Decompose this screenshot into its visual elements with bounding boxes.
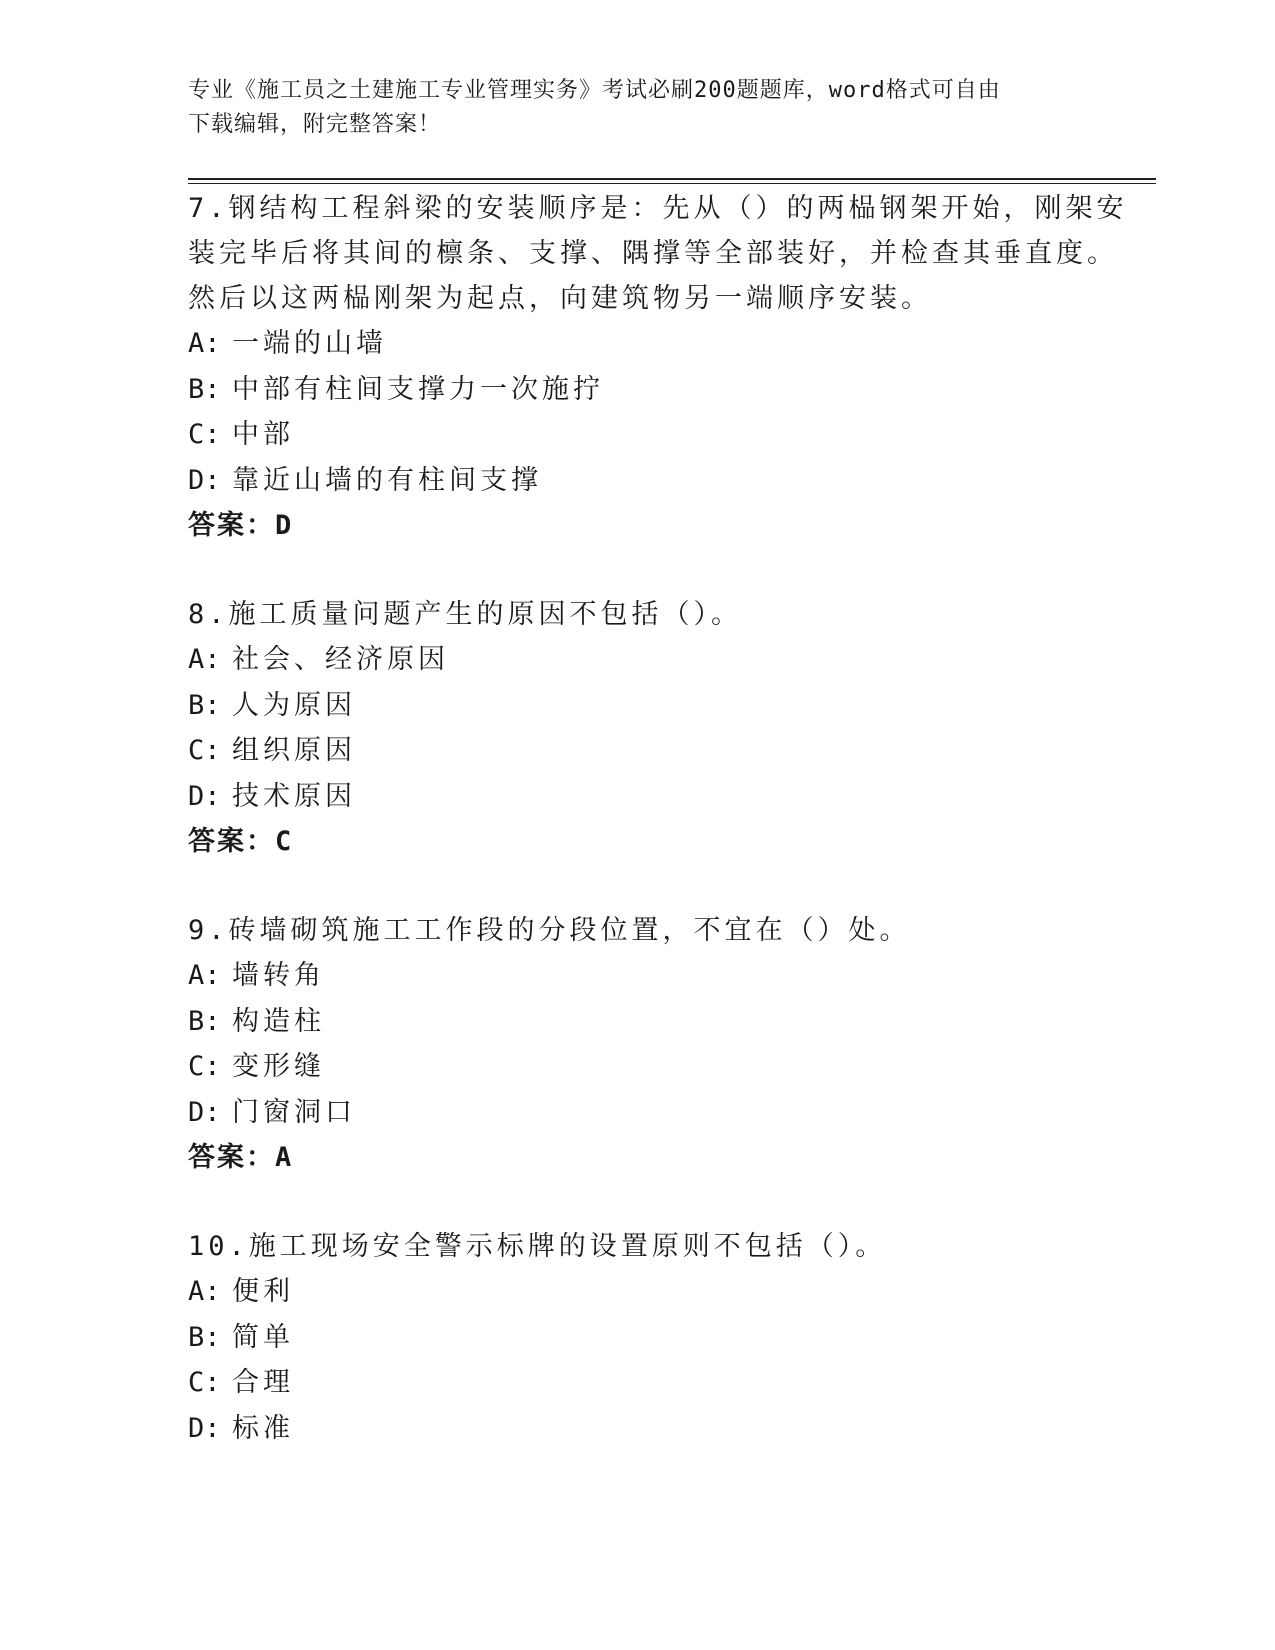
question-stem-line: 9.砖墙砌筑施工工作段的分段位置，不宜在（）处。 bbox=[188, 915, 911, 946]
option-c bbox=[188, 1360, 1068, 1406]
question-7 bbox=[188, 186, 1128, 548]
question-stem-line: 8.施工质量问题产生的原因不包括（）。 bbox=[188, 599, 743, 630]
option-text: 墙转角 bbox=[232, 960, 325, 991]
option-letter: A: bbox=[188, 644, 221, 675]
option-letter: B: bbox=[188, 689, 221, 721]
option-text: 构造柱 bbox=[232, 1005, 325, 1037]
option-text: 变形缝 bbox=[232, 1051, 325, 1082]
header-line-2: 下载编辑，附完整答案！ bbox=[188, 112, 442, 137]
option-letter: A: bbox=[188, 1276, 221, 1307]
option-text: 简单 bbox=[232, 1321, 294, 1353]
header-line-1: 专业《施工员之土建施工专业管理实务》考试必刷200题题库，word格式可自由 bbox=[188, 78, 1001, 103]
option-letter: C: bbox=[188, 1367, 221, 1398]
option-letter: B: bbox=[188, 1005, 221, 1037]
question-stem-line: 然后以这两榀刚架为起点，向建筑物另一端顺序安装。 bbox=[188, 283, 932, 314]
option-a bbox=[188, 953, 1068, 999]
answer-line: 答案：A bbox=[188, 1142, 294, 1173]
option-text: 人为原因 bbox=[232, 689, 356, 721]
option-text: 中部 bbox=[232, 419, 294, 450]
option-a bbox=[188, 321, 1068, 367]
answer-line: 答案：C bbox=[188, 826, 294, 857]
option-b bbox=[188, 1315, 1068, 1361]
option-letter: D: bbox=[188, 780, 221, 812]
option-letter: D: bbox=[188, 1096, 221, 1128]
option-a bbox=[188, 1269, 1068, 1315]
option-letter: C: bbox=[188, 419, 221, 450]
option-d bbox=[188, 458, 1068, 504]
option-d bbox=[188, 1406, 1068, 1452]
option-c bbox=[188, 728, 1068, 774]
option-d bbox=[188, 774, 1068, 820]
option-letter: C: bbox=[188, 735, 221, 766]
option-text: 靠近山墙的有柱间支撑 bbox=[232, 464, 542, 496]
option-text: 一端的山墙 bbox=[232, 328, 387, 359]
document-header bbox=[188, 74, 1068, 142]
option-text: 社会、经济原因 bbox=[232, 644, 449, 675]
option-letter: B: bbox=[188, 373, 221, 405]
option-letter: B: bbox=[188, 1321, 221, 1353]
option-text: 中部有柱间支撑力一次施拧 bbox=[232, 373, 604, 405]
option-c bbox=[188, 412, 1068, 458]
answer-line: 答案：D bbox=[188, 510, 294, 541]
option-letter: D: bbox=[188, 1412, 221, 1444]
option-letter: A: bbox=[188, 960, 221, 991]
option-letter: D: bbox=[188, 464, 221, 496]
option-a bbox=[188, 637, 1068, 683]
question-10 bbox=[188, 1224, 1068, 1451]
option-b bbox=[188, 999, 1068, 1045]
option-letter: A: bbox=[188, 328, 221, 359]
question-stem-line: 7.钢结构工程斜梁的安装顺序是：先从（）的两榀钢架开始，刚架安 bbox=[188, 193, 1128, 224]
option-text: 技术原因 bbox=[232, 780, 356, 812]
option-text: 便利 bbox=[232, 1276, 294, 1307]
option-letter: C: bbox=[188, 1051, 221, 1082]
option-text: 门窗洞口 bbox=[232, 1096, 356, 1128]
question-stem-line: 装完毕后将其间的檩条、支撑、隅撑等全部装好，并检查其垂直度。 bbox=[188, 238, 1118, 269]
question-stem-line: 10.施工现场安全警示标牌的设置原则不包括（）。 bbox=[188, 1231, 887, 1262]
question-9 bbox=[188, 908, 1068, 1180]
option-c bbox=[188, 1044, 1068, 1090]
header-divider bbox=[188, 178, 1156, 184]
option-b bbox=[188, 367, 1068, 413]
option-d bbox=[188, 1090, 1068, 1136]
option-text: 组织原因 bbox=[232, 735, 356, 766]
option-b bbox=[188, 683, 1068, 729]
option-text: 标准 bbox=[232, 1412, 294, 1444]
option-text: 合理 bbox=[232, 1367, 294, 1398]
question-8 bbox=[188, 592, 1068, 864]
